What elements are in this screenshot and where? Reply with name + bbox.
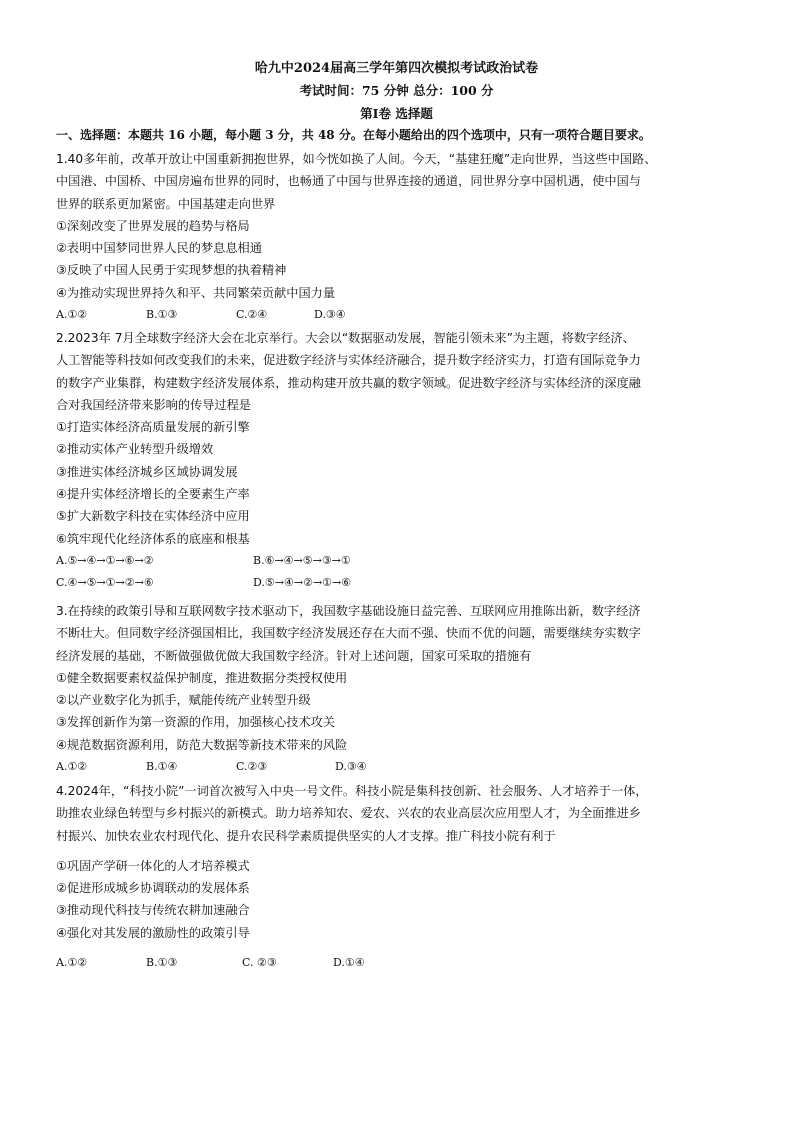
- answer-choice-b: B.①④: [146, 760, 178, 774]
- question-stem-line: 的数字产业集群，构建数字经济发展体系，推动构建开放共赢的数字领域。促进数字经济与实体经济的深度融: [56, 375, 641, 390]
- answer-choices: [56, 952, 746, 974]
- statement-option: ④为推动实现世界持久和平、共同繁荣贡献中国力量: [56, 285, 336, 300]
- statement-option: ④提升实体经济增长的全要素生产率: [56, 487, 250, 502]
- answer-choice-a: A.①②: [56, 760, 88, 774]
- statement-option: ③推进实体经济城乡区域协调发展: [56, 464, 238, 479]
- answer-choice-d: D.③④: [335, 760, 367, 774]
- question-1: [56, 148, 746, 326]
- statement-option: ①健全数据要素权益保护制度，推进数据分类授权使用: [56, 670, 348, 685]
- answer-choice-c: C.②④: [236, 308, 268, 322]
- answer-choice-d: D.①④: [333, 956, 365, 970]
- section-heading: 一、选择题：本题共 16 小题，每小题 3 分，共 48 分。在每小题给出的四个选项中，只有一项符合题目要求。: [56, 128, 651, 142]
- answer-choices: [56, 572, 746, 594]
- question-stem-line: 4.2024年，“科技小院”一词首次被写入中央一号文件。科技小院是集科技创新、社会服务、人才培养于一体，: [56, 784, 648, 798]
- statement-option: ②促进形成城乡协调联动的发展体系: [56, 881, 250, 896]
- answer-choice-b: B.⑥→④→⑤→③→①: [253, 553, 351, 567]
- answer-choice-a: A.⑤→④→①→⑥→②: [56, 553, 154, 567]
- statement-option: ⑤扩大新数字科技在实体经济中应用: [56, 509, 250, 524]
- answer-choice-d: D.⑤→④→②→①→⑥: [253, 576, 352, 590]
- question-stem-line: 世界的联系更加紧密。中国基建走向世界: [56, 196, 276, 211]
- answer-choices: [56, 304, 746, 326]
- question-stem-line: 中国港、中国桥、中国房遍布世界的同时，也畅通了中国与世界连接的通道，同世界分享中国机遇，使中国与: [56, 174, 641, 189]
- exam-info: 考试时间：75 分钟 总分：100 分: [299, 83, 494, 98]
- statement-option: ②以产业数字化为抓手，赋能传统产业转型升级: [56, 693, 311, 708]
- question-stem-line: 助推农业绿色转型与乡村振兴的新模式。助力培养知农、爱农、兴农的农业高层次应用型人才，为全面推进乡: [56, 806, 641, 821]
- question-4: [56, 780, 746, 974]
- statement-option: ①巩固产学研一体化的人才培养模式: [56, 858, 250, 873]
- question-stem-line: 合对我国经济带来影响的传导过程是: [56, 397, 251, 412]
- answer-choices: [56, 550, 746, 572]
- statement-option: ④规范数据资源利用，防范大数据等新技术带来的风险: [56, 737, 348, 752]
- statement-option: ③发挥创新作为第一资源的作用，加强核心技术攻关: [56, 715, 336, 730]
- answer-choice-c: C.②③: [236, 760, 268, 774]
- question-3: [56, 600, 746, 778]
- statement-option: ②表明中国梦同世界人民的梦息息相通: [56, 241, 262, 256]
- answer-choices: [56, 756, 746, 778]
- answer-choice-a: A.①②: [56, 956, 88, 970]
- question-stem-line: 不断壮大。但同数字经济强国相比，我国数字经济发展还存在大而不强、快而不优的问题，需要继续夯实数字: [56, 626, 641, 641]
- question-stem-line: 1.40多年前，改革开放让中国重新拥抱世界，如今恍如换了人间。今天，“基建狂魔”走向世界，当这些中国路、: [56, 152, 657, 166]
- exam-title: 哈九中2024届高三学年第四次模拟考试政治试卷: [254, 61, 539, 76]
- statement-option: ③反映了中国人民勇于实现梦想的执着精神: [56, 263, 287, 278]
- statement-option: ③推动现代科技与传统农耕加速融合: [56, 903, 250, 918]
- question-2: [56, 327, 746, 595]
- part-heading: 第Ⅰ卷 选择题: [360, 106, 433, 121]
- question-stem-line: 经济发展的基础，不断做强做优做大我国数字经济。针对上述问题，国家可采取的措施有: [56, 648, 532, 663]
- question-stem-line: 2.2023年 7月全球数字经济大会在北京举行。大会以“数据驱动发展，智能引领未来”为主题，将数字经济、: [56, 331, 635, 345]
- question-stem-line: 人工智能等科技如何改变我们的未来，促进数字经济与实体经济融合，提升数字经济实力，打造有国际竞争力: [56, 353, 641, 368]
- answer-choice-a: A.①②: [56, 308, 88, 322]
- answer-choice-d: D.③④: [314, 308, 346, 322]
- question-stem-line: 村振兴、加快农业农村现代化、提升农民科学素质提供坚实的人才支撑。推广科技小院有利于: [56, 828, 556, 843]
- statement-option: ④强化对其发展的激励性的政策引导: [56, 925, 250, 940]
- question-stem-line: 3.在持续的政策引导和互联网数字技术驱动下，我国数字基础设施日益完善、互联网应用推陈出新，数字经济: [56, 604, 641, 618]
- statement-option: ⑥筑牢现代化经济体系的底座和根基: [56, 531, 250, 546]
- answer-choice-c: C.④→⑤→①→②→⑥: [56, 576, 154, 590]
- statement-option: ①打造实体经济高质量发展的新引擎: [56, 420, 250, 435]
- statement-option: ②推动实体产业转型升级增效: [56, 442, 214, 457]
- statement-option: ①深刻改变了世界发展的趋势与格局: [56, 218, 250, 233]
- answer-choice-b: B.①③: [146, 956, 178, 970]
- answer-choice-b: B.①③: [146, 308, 178, 322]
- answer-choice-c: C. ②③: [242, 956, 277, 970]
